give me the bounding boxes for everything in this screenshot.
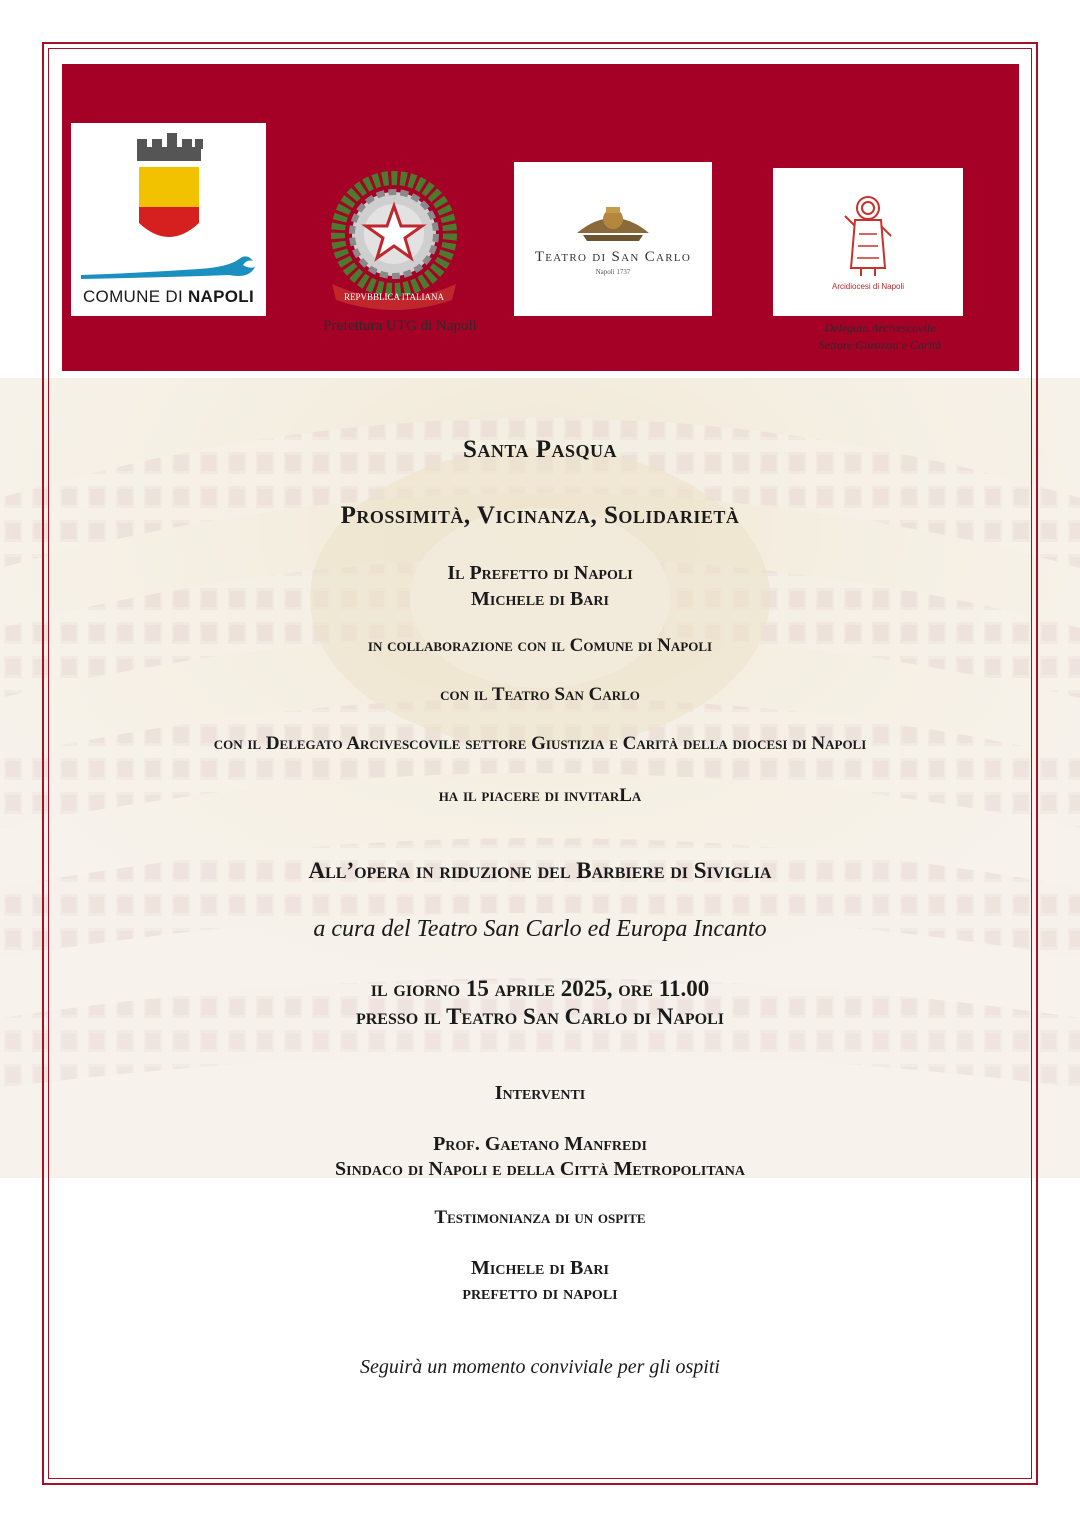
napoli-crest-icon bbox=[129, 133, 209, 253]
collaboration-comune: in collaborazione con il Comune di Napoli bbox=[367, 635, 713, 656]
arcidiocesi-logo bbox=[773, 168, 963, 316]
invite-line: ha il piacere di invitarLa bbox=[438, 785, 642, 806]
speaker1-name: Prof. Gaetano Manfredi bbox=[433, 1133, 647, 1155]
event-venue: presso il Teatro San Carlo di Napoli bbox=[355, 1004, 725, 1029]
collaboration-delegato: con il Delegato Arcivescovile settore Giustizia e Carità della diocesi di Napoli bbox=[213, 733, 867, 754]
curated-by: a cura del Teatro San Carlo ed Europa Incanto bbox=[313, 916, 767, 942]
san-carlo-title: Teatro di San Carlo bbox=[534, 248, 692, 265]
event-title: All’opera in riduzione del Barbiere di Siviglia bbox=[308, 858, 772, 883]
speaker1-block bbox=[0, 1132, 1080, 1182]
teatro-san-carlo-logo bbox=[514, 162, 712, 316]
comune-napoli-logo bbox=[71, 123, 266, 316]
speaker2-role: prefetto di napoli bbox=[462, 1282, 618, 1304]
interventi-label: Interventi bbox=[494, 1082, 586, 1104]
invitation-theme: Prossimità, Vicinanza, Solidarietà bbox=[340, 502, 740, 529]
host-name: Michele di Bari bbox=[471, 588, 609, 610]
speaker2-name: Michele di Bari bbox=[471, 1257, 609, 1279]
collaboration-teatro: con il Teatro San Carlo bbox=[440, 684, 640, 705]
testimony-line: Testimonianza di un ospite bbox=[434, 1207, 646, 1228]
invitation-title: Santa Pasqua bbox=[462, 436, 618, 463]
prefettura-caption: Prefettura UTG di Napoli bbox=[323, 318, 477, 334]
italian-republic-emblem-icon bbox=[322, 160, 466, 316]
comune-napoli-label: COMUNE DI NAPOLI bbox=[82, 286, 255, 306]
speaker2-block bbox=[0, 1256, 1080, 1306]
host-block bbox=[0, 560, 1080, 612]
delegato-caption bbox=[780, 320, 980, 354]
event-date: il giorno 15 aprile 2025, ore 11.00 bbox=[370, 976, 710, 1001]
speaker1-role: Sindaco di Napoli e della Città Metropolitana bbox=[335, 1158, 745, 1180]
arcidiocesi-label: Arcidiocesi di Napoli bbox=[831, 281, 905, 291]
san-carlo-crest-icon bbox=[573, 203, 653, 245]
date-venue-block bbox=[0, 975, 1080, 1031]
closing-note: Seguirà un momento conviviale per gli ospiti bbox=[360, 1356, 720, 1378]
repubblica-ribbon-text: REPVBBLICA ITALIANA bbox=[343, 292, 445, 302]
host-title: Il Prefetto di Napoli bbox=[447, 562, 633, 584]
delegato-caption-line1: Delegato Arcivescovile bbox=[824, 321, 936, 335]
delegato-caption-line2: Settore Giustizia e Carità bbox=[818, 338, 942, 352]
repubblica-emblem bbox=[322, 160, 466, 316]
san-carlo-subtitle: Napoli 1737 bbox=[595, 267, 631, 276]
sea-wave-icon bbox=[79, 253, 259, 283]
saint-figure-icon bbox=[841, 194, 895, 278]
